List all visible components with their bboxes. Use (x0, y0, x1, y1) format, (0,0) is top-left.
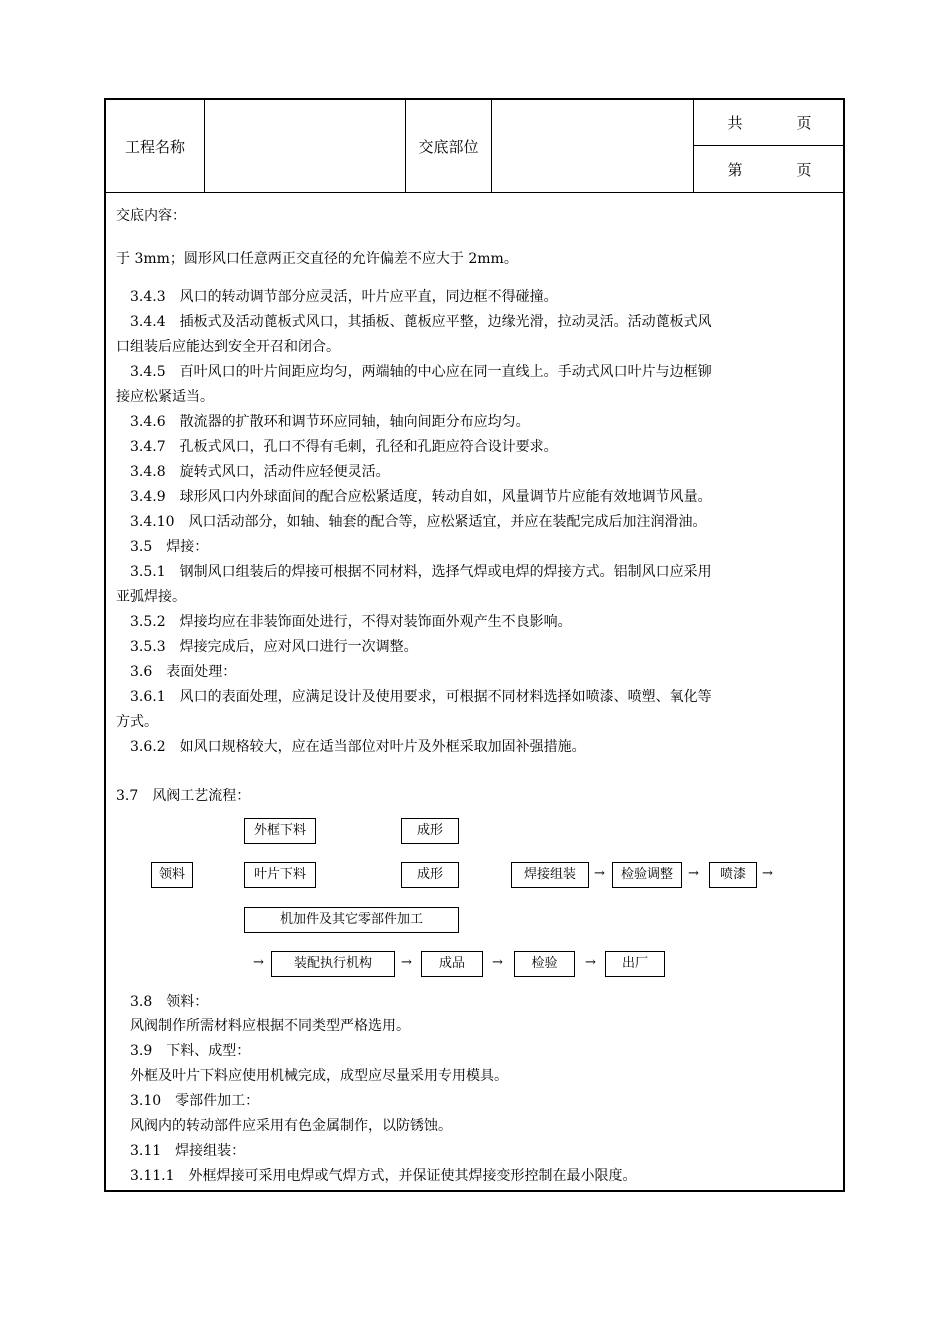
paragraph: 接应松紧适当。 (116, 389, 214, 405)
paragraph: 口组装后应能达到安全开召和闭合。 (116, 339, 340, 355)
paragraph: 3.4.7 孔板式风口，孔口不得有毛刺，孔径和孔距应符合设计要求。 (130, 439, 558, 455)
paragraph: 3.6.1 风口的表面处理，应满足设计及使用要求，可根据不同材料选择如喷漆、喷塑、氧化等 (130, 689, 712, 705)
flow-arrow: → (762, 866, 773, 881)
total-pages-unit: 页 (796, 114, 812, 132)
paragraph: 风阀制作所需材料应根据不同类型严格选用。 (130, 1018, 410, 1034)
flow-arrow: → (401, 955, 412, 970)
paragraph: 3.4.6 散流器的扩散环和调节环应同轴，轴向间距分布应均匀。 (130, 414, 530, 430)
content-label: 交底内容： (116, 208, 186, 224)
disclosure-part-value (492, 100, 693, 192)
disclosure-part-label: 交底部位 (418, 137, 479, 156)
flow-machining: 机加件及其它零部件加工 (244, 907, 459, 933)
paragraph: 3.5 焊接： (130, 539, 209, 555)
flow-shipping: 出厂 (605, 951, 665, 977)
flow-outer-frame-cut: 外框下料 (244, 818, 316, 844)
flow-actuator: 装配执行机构 (271, 951, 395, 977)
paragraph: 3.6 表面处理： (130, 664, 237, 680)
flow-material: 领料 (151, 862, 193, 888)
header-bottom-line (106, 192, 845, 193)
project-name-label: 工程名称 (124, 137, 185, 156)
paragraph: 3.11.1 外框焊接可采用电焊或气焊方式，并保证使其焊接变形控制在最小限度。 (130, 1168, 637, 1184)
paragraph: 3.4.4 插板式及活动蓖板式风口，其插板、蓖板应平整，边缘光滑，拉动灵活。活动蓖板式风 (130, 314, 712, 330)
paragraph: 3.5.1 钢制风口组装后的焊接可根据不同材料，选择气焊或电焊的焊接方式。铝制风口应采用 (130, 564, 712, 580)
flow-title: 3.7 风阀工艺流程： (116, 788, 251, 804)
flow-blade-cut: 叶片下料 (244, 862, 316, 888)
paragraph: 3.4.10 风口活动部分，如轴、轴套的配合等，应松紧适宜，并应在装配完成后加注润滑油。 (130, 514, 707, 530)
total-pages-cell (694, 100, 845, 145)
flow-arrow: → (594, 866, 605, 881)
flow-welding: 焊接组装 (511, 862, 589, 888)
paragraph: 外框及叶片下料应使用机械完成，成型应尽量采用专用模具。 (130, 1068, 508, 1084)
flow-inspection-adjust: 检验调整 (612, 862, 682, 888)
paragraph: 亚弧焊接。 (116, 589, 186, 605)
flow-painting: 喷漆 (709, 862, 757, 888)
flow-inspection: 检验 (514, 951, 575, 977)
page-no-unit: 页 (796, 160, 812, 179)
paragraph: 3.10 零部件加工： (130, 1093, 260, 1109)
flow-forming-2: 成形 (401, 862, 459, 888)
flow-arrow: → (492, 955, 503, 970)
paragraph: 方式。 (116, 714, 158, 730)
flow-arrow: → (688, 866, 699, 881)
page-no-cell (694, 146, 845, 192)
paragraph: 3.8 领料： (130, 994, 209, 1010)
paragraph: 于 3mm；圆形风口任意两正交直径的允许偏差不应大于 2mm。 (116, 251, 518, 267)
paragraph: 3.4.8 旋转式风口，活动件应轻便灵活。 (130, 464, 390, 480)
project-name-value (205, 100, 405, 192)
paragraph: 3.6.2 如风口规格较大，应在适当部位对叶片及外框采取加固补强措施。 (130, 739, 586, 755)
paragraph: 3.4.5 百叶风口的叶片间距应均匀，两端轴的中心应在同一直线上。手动式风口叶片与边框铆 (130, 364, 712, 380)
paragraph: 3.4.9 球形风口内外球面间的配合应松紧适度，转动自如，风量调节片应能有效地调节风量。 (130, 489, 712, 505)
paragraph: 3.4.3 风口的转动调节部分应灵活，叶片应平直，同边框不得碰撞。 (130, 289, 558, 305)
flow-forming-1: 成形 (401, 818, 459, 844)
flow-product: 成品 (421, 951, 483, 977)
paragraph: 风阀内的转动部件应采用有色金属制作，以防锈蚀。 (130, 1118, 452, 1134)
paragraph: 3.9 下料、成型： (130, 1043, 251, 1059)
page-no-label: 第 (727, 160, 743, 179)
total-pages-label: 共 (727, 114, 743, 132)
flow-arrow: → (253, 955, 264, 970)
paragraph: 3.11 焊接组装： (130, 1143, 246, 1159)
paragraph: 3.5.2 焊接均应在非装饰面处进行，不得对装饰面外观产生不良影响。 (130, 614, 572, 630)
paragraph: 3.5.3 焊接完成后，应对风口进行一次调整。 (130, 639, 418, 655)
flow-arrow: → (585, 955, 596, 970)
